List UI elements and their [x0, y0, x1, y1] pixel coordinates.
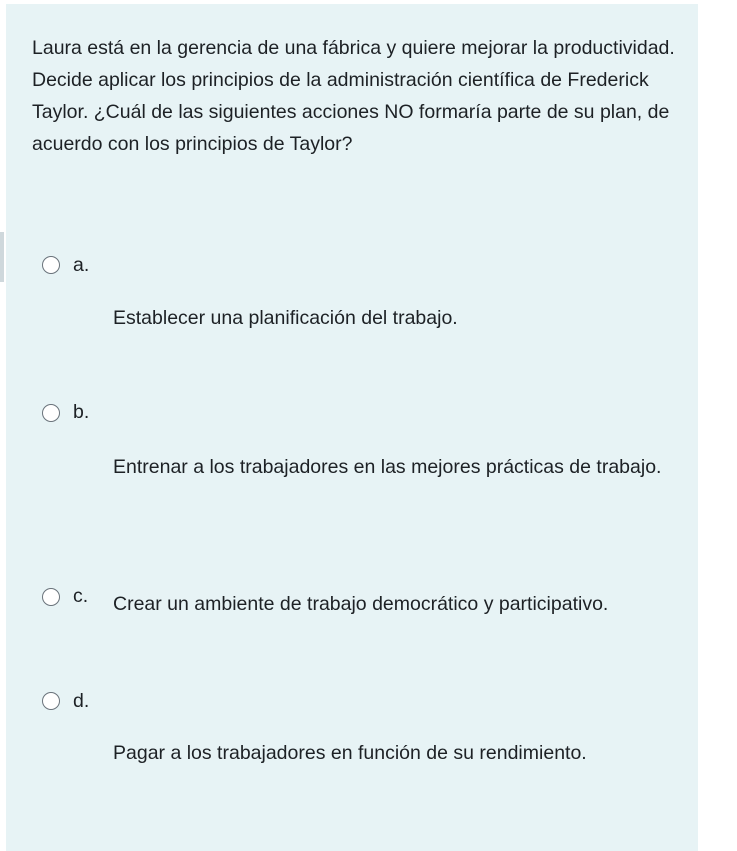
option-b-text[interactable]: Entrenar a los trabajadores en las mejores prácticas de trabajo. [113, 456, 662, 478]
radio-option-a[interactable] [42, 256, 60, 274]
radio-option-d[interactable] [42, 692, 60, 710]
option-d-text[interactable]: Pagar a los trabajadores en función de su rendimiento. [113, 742, 587, 764]
question-nav-tab [0, 232, 4, 282]
option-d-letter: d. [73, 690, 90, 712]
option-c-letter: c. [73, 585, 89, 607]
option-b-letter: b. [73, 401, 90, 423]
option-c-text[interactable]: Crear un ambiente de trabajo democrático y participativo. [113, 593, 609, 615]
radio-option-b[interactable] [42, 404, 60, 422]
option-a-text[interactable]: Establecer una planificación del trabajo. [113, 307, 458, 329]
option-a-letter: a. [73, 254, 90, 276]
question-text: Laura está en la gerencia de una fábrica y quiere mejorar la productividad. Decide aplicar los principios de la administración científica de Frederick Taylor. ¿Cuál de las siguientes acciones NO formaría parte de su plan, de acuerdo con los principios de Taylor? [32, 37, 675, 155]
question-card [6, 4, 698, 851]
radio-option-c[interactable] [42, 588, 60, 606]
